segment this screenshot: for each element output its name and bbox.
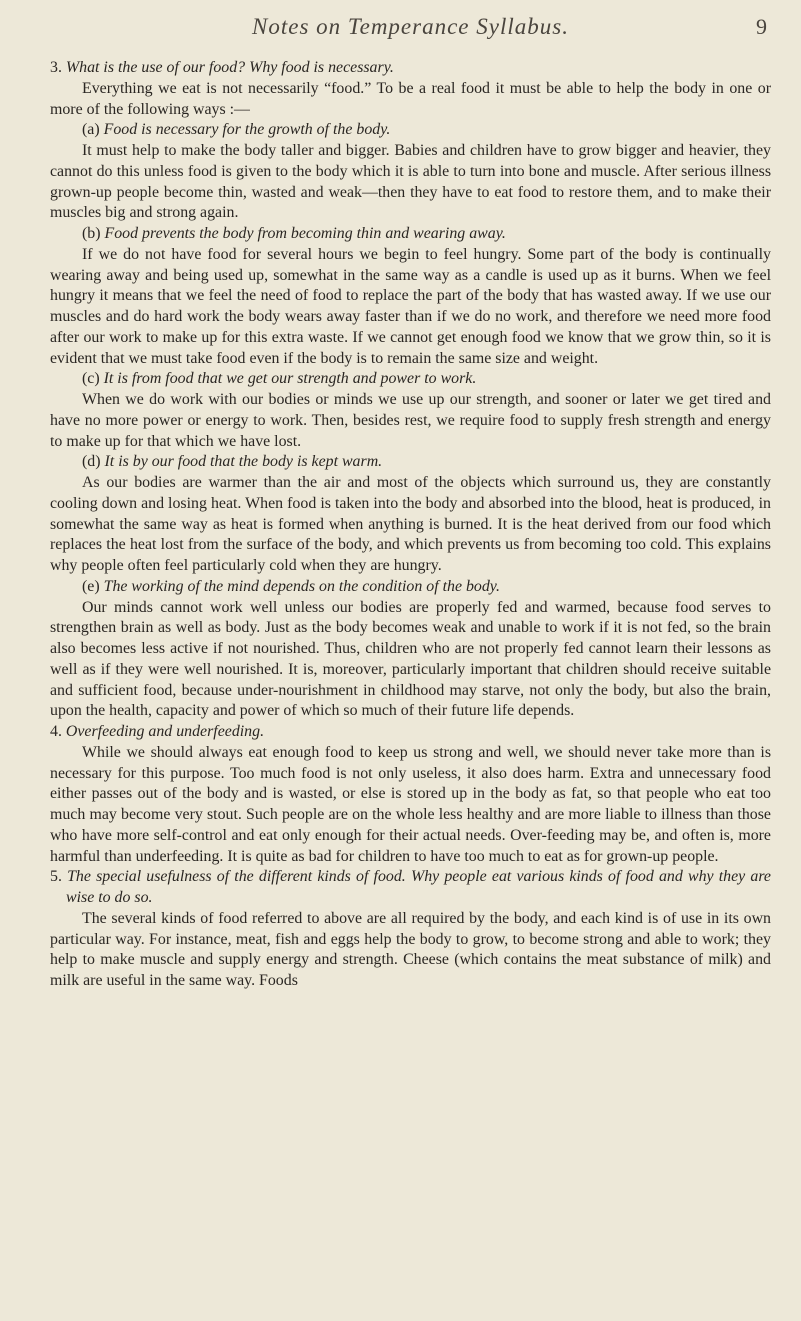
- running-head: [50, 0, 771, 58]
- section-5-heading: [50, 867, 771, 909]
- section-3-heading: [50, 58, 771, 79]
- section-4-text: While we should always eat enough food to keep us strong and well, we should never take more than is necessary for this purpose. Too much food is not only useless, it also does harm. Extra and unnecessary food either passes out of the body and is wasted, or else is stored up in the body as fat, so that people who eat too much may become very stout. Such people are on the whole less healthy and are more liable to illness than those who have more self-control and eat only enough for their actual needs. Over-feeding may be, and often is, more harmful than underfeeding. It is quite as bad for children to have too much to eat as for grown-up people.: [50, 743, 771, 865]
- subsection-label: (a): [82, 121, 100, 139]
- subsection-e-heading: [50, 577, 771, 598]
- subsection-b-heading: [50, 224, 771, 245]
- subsection-e-text: Our minds cannot work well unless our bodies are properly fed and warmed, because food serves to strengthen brain as well as body. Just as the body becomes weak and unable to work if it is not fed, so the brain also becomes less active if not nourished. Thus, children who are not properly fed cannot learn their lessons as well as if they were well nourished. It is, moreover, particularly important that children should receive suitable and sufficient food, because under-nourishment in childhood may starve, not only the body, but also the brain, upon the health, capacity and power of which so much of their future life depends.: [50, 598, 771, 720]
- subsection-heading: The working of the mind depends on the condition of the body.: [103, 577, 500, 595]
- subsection-label: (d): [82, 453, 101, 471]
- subsection-c-heading: [50, 369, 771, 390]
- section-5-text: The several kinds of food referred to above are all required by the body, and each kind is of use in its own particular way. For instance, meat, fish and eggs help the body to grow, to become strong and able to work; they help to make muscle and supply energy and strength. Cheese (which contains the meat substance of milk) and milk are useful in the same way. Foods: [50, 909, 771, 989]
- section-heading: Overfeeding and underfeeding.: [65, 723, 265, 740]
- subsection-d-text: As our bodies are warmer than the air and most of the objects which surround us, they are constantly cooling down and losing heat. When food is taken into the body and absorbed into the blood, heat is produced, in somewhat the same way as heat is formed when anything is burned. It is the heat derived from our food which replaces the heat lost from the surface of the body, and which prevents us from becoming too cold. This explains why people often feel particularly cold when they are hungry.: [50, 474, 771, 574]
- subsection-heading: It is from food that we get our strength and power to work.: [103, 370, 477, 388]
- subsection-c-text: When we do work with our bodies or minds we use up our strength, and sooner or later we get tired and have no more power or energy to work. Then, besides rest, we require food to supply fresh strength and energy to make up for that which we have lost.: [50, 391, 771, 450]
- page-body: [50, 58, 771, 992]
- section-number: 5.: [50, 868, 62, 886]
- subsection-label: (e): [82, 577, 100, 595]
- subsection-label: (c): [82, 370, 100, 388]
- page-number: 9: [756, 14, 767, 39]
- section-number: 4.: [50, 723, 62, 740]
- section-heading: The special usefulness of the different kinds of food. Why people eat various kinds of food and why they are wise to do so.: [66, 868, 771, 906]
- subsection-heading: It is by our food that the body is kept warm.: [104, 453, 383, 471]
- section-3-intro: Everything we eat is not necessarily “food.” To be a real food it must be able to help the body in one or more of the following ways :—: [50, 79, 771, 118]
- subsection-heading: Food prevents the body from becoming thin and wearing away.: [104, 225, 506, 242]
- subsection-a-text: It must help to make the body taller and bigger. Babies and children have to grow bigger and heavier, they cannot do this unless food is given to the body which it is able to turn into bone and muscle. After serious illness grown-up people become thin, wasted and weak—then they have to eat food to restore them, and to make their muscles big and strong again.: [50, 142, 771, 222]
- subsection-heading: Food is necessary for the growth of the body.: [103, 121, 391, 139]
- subsection-d-heading: [50, 452, 771, 473]
- subsection-a-heading: [50, 120, 771, 141]
- section-number: 3.: [50, 59, 62, 76]
- subsection-label: (b): [82, 225, 101, 242]
- section-heading: What is the use of our food? Why food is necessary.: [65, 59, 394, 76]
- section-4-heading: [50, 722, 771, 743]
- subsection-b-text: If we do not have food for several hours we begin to feel hungry. Some part of the body is continually wearing away and being used up, somewhat in the same way as a candle is used up as it burns. When we feel hungry it means that we feel the need of food to replace the part of the body that has wasted away. If we use our muscles and do hard work the body wears away faster than if we do no work, and therefore we need more food after our work to make up for this extra waste. If we cannot get enough food we know that we grow thin, so it is evident that we must take food even if the body is to remain the same size and weight.: [50, 245, 771, 367]
- running-title: Notes on Temperance Syllabus.: [252, 14, 569, 39]
